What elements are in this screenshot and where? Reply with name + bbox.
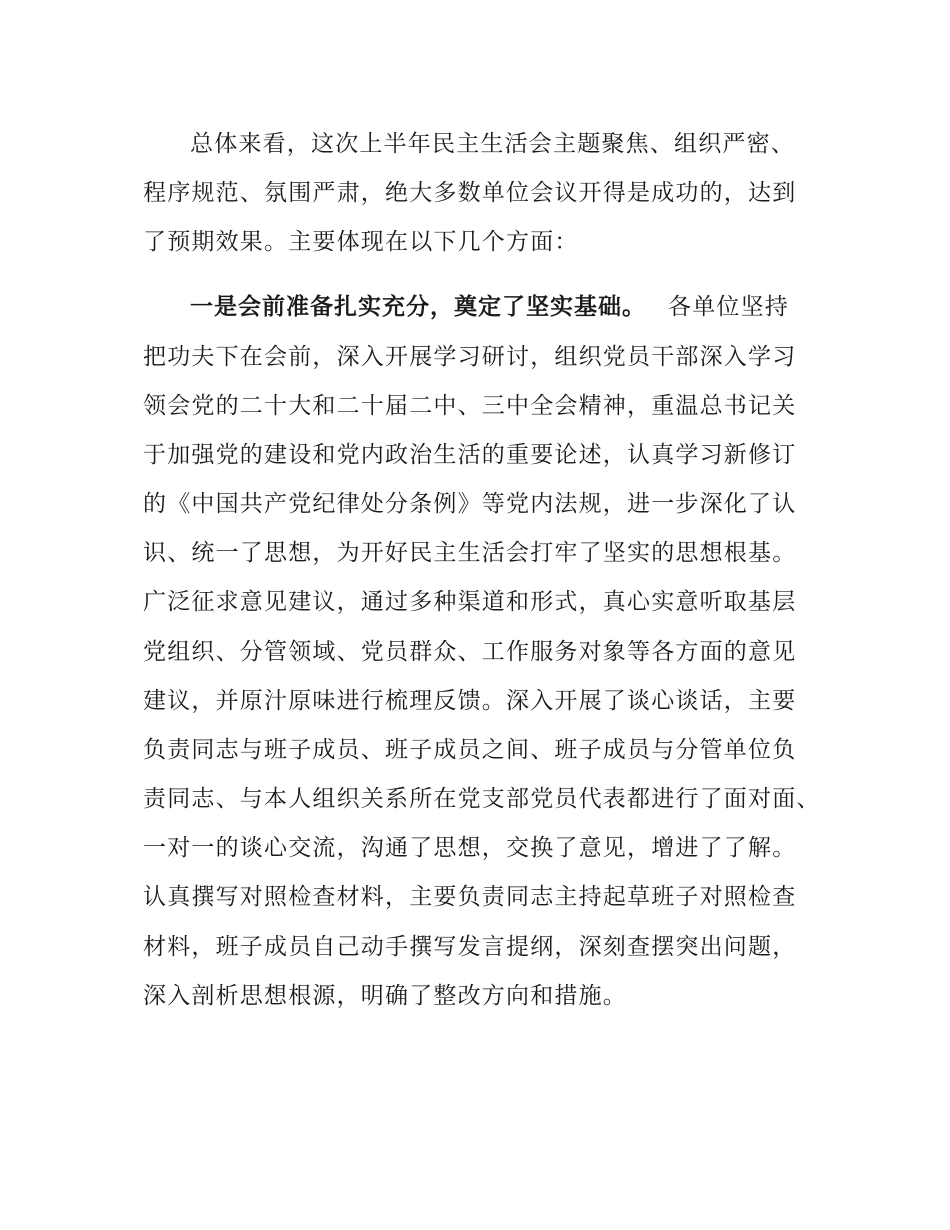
paragraph-line: 程序规范、氛围严肃，绝大多数单位会议开得是成功的，达到: [143, 180, 797, 206]
paragraph-line: 识、统一了思想，为开好民主生活会打牢了坚实的思想根基。: [143, 540, 797, 566]
section-heading: 一是会前准备扎实充分，奠定了坚实基础。: [190, 294, 646, 320]
paragraph-line: 把功夫下在会前，深入开展学习研讨，组织党员干部深入学习: [143, 344, 797, 370]
paragraph-line: 认真撰写对照检查材料，主要负责同志主持起草班子对照检查: [143, 884, 797, 910]
paragraph-line: 一对一的谈心交流，沟通了思想，交换了意见，增进了了解。: [143, 835, 797, 861]
paragraph-line: 材料，班子成员自己动手撰写发言提纲，深刻查摆突出问题，: [143, 934, 797, 960]
paragraph-line: 了预期效果。主要体现在以下几个方面：: [143, 229, 579, 255]
paragraph-first-line: [190, 287, 880, 327]
paragraph-line: 党组织、分管领域、党员群众、工作服务对象等各方面的意见: [143, 639, 797, 665]
paragraph-line: 领会党的二十大和二十届二中、三中全会精神，重温总书记关: [143, 393, 797, 419]
paragraph-line: 建议，并原汁原味进行梳理反馈。深入开展了谈心谈话，主要: [143, 688, 797, 714]
paragraph-line: 广泛征求意见建议，通过多种渠道和形式，真心实意听取基层: [143, 589, 797, 615]
paragraph-line: 责同志、与本人组织关系所在党支部党员代表都进行了面对面、: [143, 786, 821, 812]
paragraph-line: 的《中国共产党纪律处分条例》等党内法规，进一步深化了认: [143, 491, 797, 517]
paragraph-text: 各单位坚持: [668, 294, 789, 320]
paragraph-line: 负责同志与班子成员、班子成员之间、班子成员与分管单位负: [143, 737, 797, 763]
paragraph-line: 总体来看，这次上半年民主生活会主题聚焦、组织严密、: [190, 131, 795, 157]
paragraph-line: 深入剖析思想根源，明确了整改方向和措施。: [143, 983, 627, 1009]
paragraph-line: 于加强党的建设和党内政治生活的重要论述，认真学习新修订: [143, 442, 797, 468]
